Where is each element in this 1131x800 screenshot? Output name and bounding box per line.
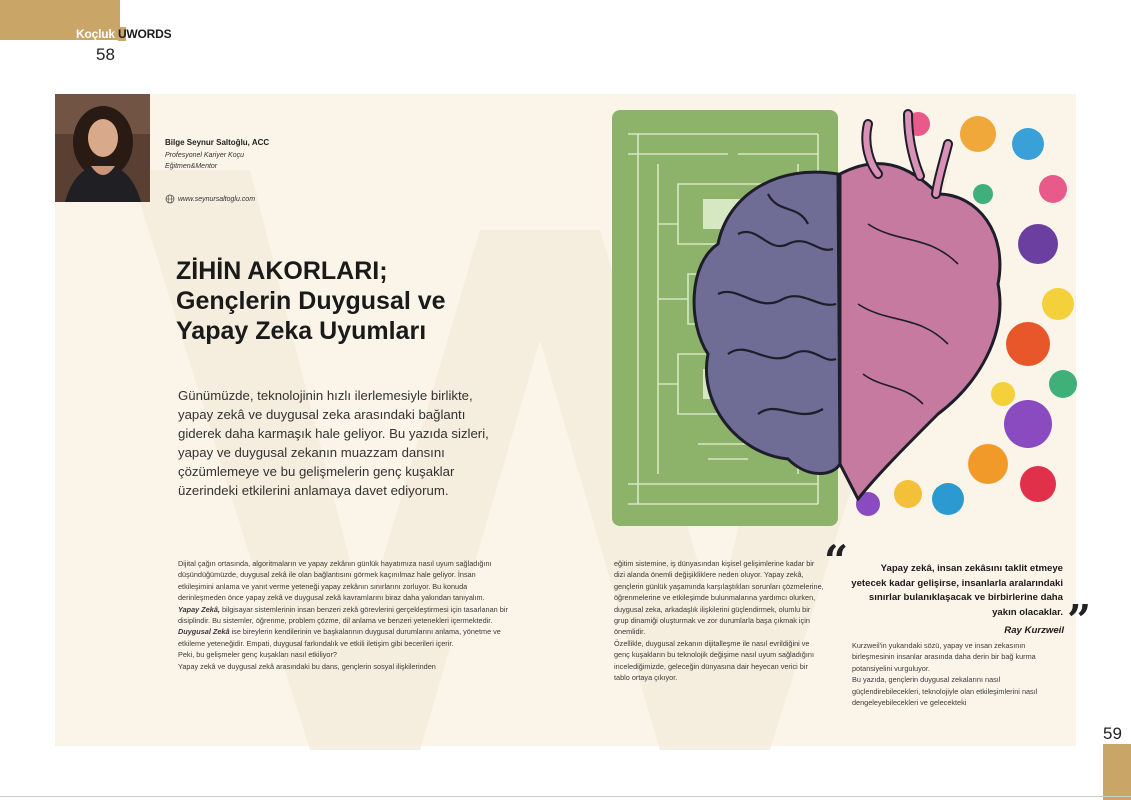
globe-icon (165, 194, 175, 204)
col1-paragraph-4: Peki, bu gelişmeler genç kuşakları nasıl etkiliyor? (178, 650, 337, 660)
brain-heart-circuit-illustration (608, 104, 1078, 529)
brand-part-2: U (117, 27, 127, 41)
author-photo (55, 94, 150, 202)
title-line-1: ZİHİN AKORLARI; (176, 257, 388, 285)
title-line-3: Yapay Zeka Uyumları (176, 317, 427, 345)
col1-paragraph-3-text: ise bireylerin kendilerinin ve başkalarının duygusal durumlarını anlama, yönetme ve etkileme yeteneğidir. Empati, duygusal farkındalık ve etkili iletişim gibi becerileri içerir. (178, 627, 501, 648)
col1-paragraph-2 (178, 604, 513, 627)
term-yapay-zeka: Yapay Zekâ, (178, 604, 220, 614)
term-duygusal-zeka: Duygusal Zekâ (178, 627, 230, 637)
col3-paragraph-1: Kurzweil'in yukarıdaki sözü, yapay ve insan zekasının birleşmesinin insanlar arasında daha derin bir bağ kurma potansiyelini vurguluyor. (852, 641, 1036, 673)
page-number-right: 59 (1103, 724, 1122, 743)
col3-paragraph-2: Bu yazıda, gençlerin duygusal zekalarını nasıl güçlendirebilecekleri, teknolojiyle olan etkileşimlerini nasıl dengeleyebilecekleri ve gelecekteki (852, 675, 1038, 708)
article-lead: Günümüzde, teknolojinin hızlı ilerlemesiyle birlikte, yapay zekâ ve duygusal zeka arasındaki bağlantı giderek daha karmaşık hale geliyor. Bu yazıda sizleri, yapay ve duygusal zekanın muazzam dansını çözümlemeye ve bu gelişmelerin genç kuşaklar üzerindeki etkilerini anlamaya davet ediyorum. (178, 388, 489, 498)
author-role (165, 150, 244, 172)
pull-quote: Yapay zekâ, insan zekâsını taklit etmeye yetecek kadar gelişirse, insanlarla aralarındaki sınırlar bulanıklaşacak ve birbirlerine daha yakın olacaklar. (851, 563, 1063, 618)
footer-gold-strip (1103, 744, 1131, 800)
magazine-brand (76, 27, 171, 41)
body-column-3 (852, 640, 1067, 708)
brand-part-3: WORDS (126, 27, 172, 41)
author-name: Bilge Seynur Saltoğlu, ACC (165, 138, 270, 147)
author-role-line-1: Profesyonel Kariyer Koçu (165, 152, 244, 159)
body-column-2 (614, 558, 824, 683)
title-line-2: Gençlerin Duygusal ve (176, 287, 446, 315)
author-role-line-2: Eğitmen&Mentor (165, 163, 218, 170)
bottom-divider (0, 796, 1131, 797)
quote-close-mark: ” (1067, 596, 1092, 645)
col1-paragraph-3 (178, 626, 513, 649)
page-number-left: 58 (96, 45, 115, 64)
brand-part-1: Koçluk (76, 27, 115, 41)
quote-open-mark: “ (824, 536, 849, 585)
quote-author: Ray Kurzweil (1004, 625, 1064, 636)
author-website-link[interactable]: www.seynursaltoglu.com (178, 196, 256, 203)
col2-paragraph-2: Özellikle, duygusal zekanın dijitalleşme ile nasıl evrildiğini ve genç kuşakların bu teknolojik değişime nasıl uyum sağladığını incelediğimizde, geleceğin dünyasına dair heyecan verici bir tablo ortaya çıkıyor. (614, 638, 814, 683)
article-title (176, 256, 556, 346)
body-column-1 (178, 558, 513, 672)
col2-paragraph-1: eğitim sistemine, iş dünyasından kişisel gelişimlerine kadar bir dizi alanda önemli değişikliklere neden oluyor. Yapay zekâ, gençlerin günlük yaşamında karşılaştıkları sorunları çözmelerine, öğrenmelerine ve etkileşimde bulunmalarına yardımcı olurken, duygusal zeka, arkadaşlık ilişkilerini güçlendirmek, olumlu bir grup dinamiği oluşturmak ve zor durumlarla başa çıkmak için önemlidir. (614, 559, 824, 637)
col1-paragraph-2-text: bilgisayar sistemlerinin insan benzeri zekâ görevlerini gerçekleştirmesi için tasarlanan bir disiplindir. Bu sistemler, öğrenme, problem çözme, dil anlama ve benzeri yetenekleri içermektedir. (178, 604, 508, 626)
col1-paragraph-1: Dijital çağın ortasında, algoritmaların ve yapay zekânın günlük hayatımıza nasıl uyum sağladığını düşündüğümüzde, duygusal zekâ ile olan bağlantısını görmek kaçınılmaz hale geliyor. İnsan etkileşimini anlama ve yanıt verme yeteneği yapay zekânın sınırlarını zorluyor. Bu konuda derinleşmeden önce yapay zekâ ve duygusal zekâ kavramlarını biraz daha yakından tanıyalım. (178, 559, 492, 603)
col1-paragraph-5: Yapay zekâ ve duygusal zekâ arasındaki bu dans, gençlerin sosyal ilişkilerinden (178, 661, 436, 671)
